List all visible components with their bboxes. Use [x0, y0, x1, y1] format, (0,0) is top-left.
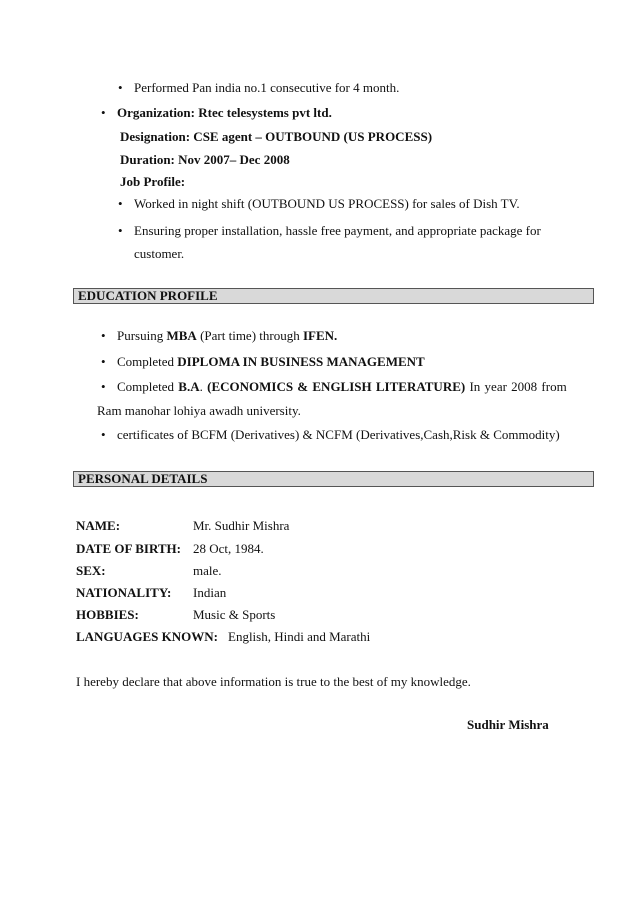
education-item-continued: Ram manohar lohiya awadh university.: [97, 403, 301, 418]
education-item: Completed B.A. (ECONOMICS & ENGLISH LITERATURE) In year 2008 from: [117, 379, 567, 394]
hobbies-label: HOBBIES:: [76, 607, 139, 622]
designation: Designation: CSE agent – OUTBOUND (US PROCESS): [120, 129, 433, 144]
signature-name: Sudhir Mishra: [467, 717, 549, 732]
education-heading: EDUCATION PROFILE: [73, 288, 594, 304]
personal-details-heading: PERSONAL DETAILS: [73, 471, 594, 487]
duration: Duration: Nov 2007– Dec 2008: [120, 152, 290, 167]
job-profile-label: Job Profile:: [120, 174, 186, 189]
bullet-icon: •: [118, 223, 123, 238]
bullet-icon: •: [118, 80, 123, 95]
bullet-icon: •: [101, 354, 106, 369]
organization: Organization: Rtec telesystems pvt ltd.: [117, 105, 332, 120]
name-label: NAME:: [76, 518, 121, 533]
declaration-text: I hereby declare that above information is true to the best of my knowledge.: [76, 674, 471, 689]
sex-label: SEX:: [76, 563, 106, 578]
nationality-label: NATIONALITY:: [76, 585, 172, 600]
bullet-icon: •: [101, 328, 106, 343]
nationality-value: Indian: [193, 585, 227, 600]
experience-prev-bullet: Performed Pan india no.1 consecutive for 4 month.: [134, 80, 400, 95]
hobbies-value: Music & Sports: [193, 607, 276, 622]
dob-label: DATE OF BIRTH:: [76, 541, 181, 556]
languages-label: LANGUAGES KNOWN:: [76, 629, 218, 644]
education-item: certificates of BCFM (Derivatives) & NCFM (Derivatives,Cash,Risk & Commodity): [117, 427, 560, 442]
languages-value: English, Hindi and Marathi: [228, 629, 371, 644]
sex-value: male.: [193, 563, 222, 578]
job-bullet: Ensuring proper installation, hassle free payment, and appropriate package for: [134, 223, 541, 238]
bullet-icon: •: [118, 196, 123, 211]
bullet-icon: •: [101, 105, 106, 120]
bullet-icon: •: [101, 379, 106, 394]
education-item: Completed DIPLOMA IN BUSINESS MANAGEMENT: [117, 354, 425, 369]
bullet-icon: •: [101, 427, 106, 442]
dob-value: 28 Oct, 1984.: [193, 541, 264, 556]
job-bullet-continued: customer.: [134, 246, 185, 261]
job-bullet: Worked in night shift (OUTBOUND US PROCESS) for sales of Dish TV.: [134, 196, 520, 211]
education-item: Pursuing MBA (Part time) through IFEN.: [117, 328, 338, 343]
name-value: Mr. Sudhir Mishra: [193, 518, 290, 533]
